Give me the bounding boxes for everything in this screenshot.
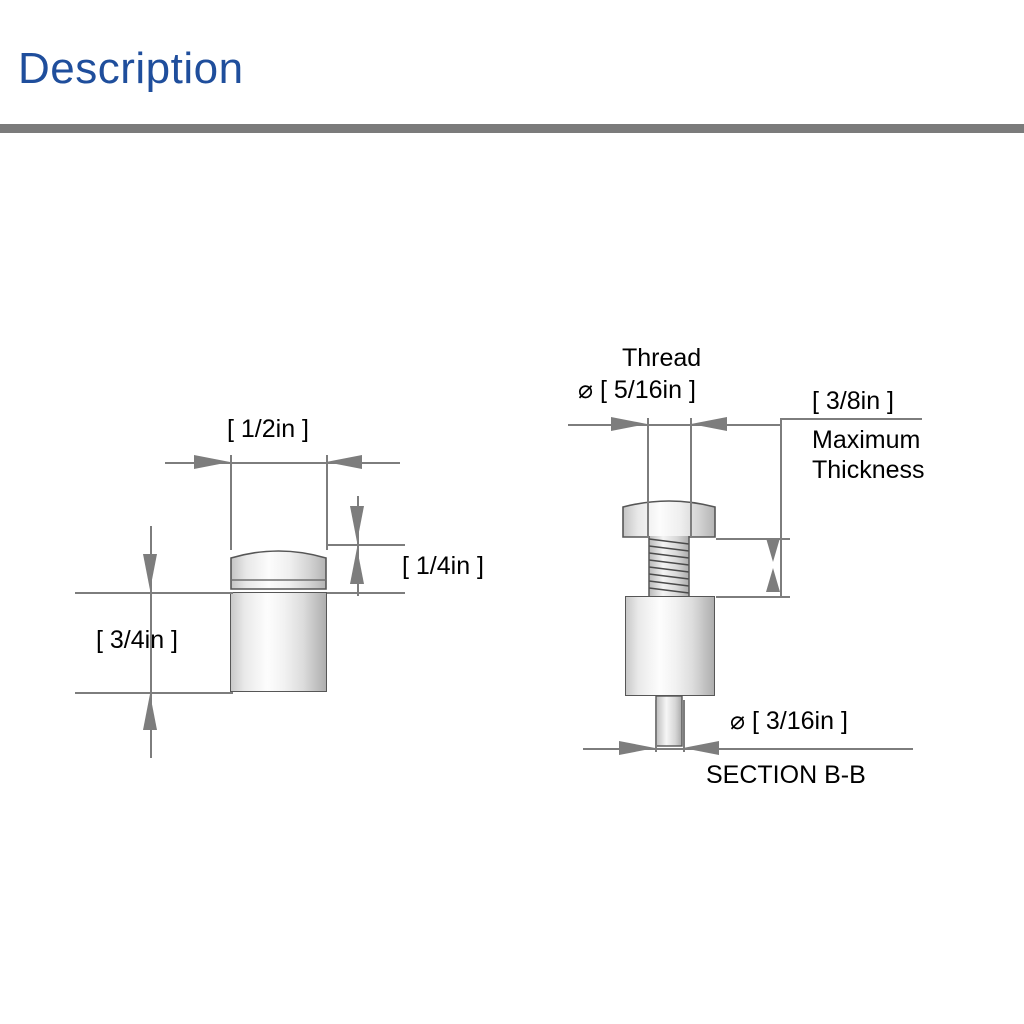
- pin-diameter-arrows: [575, 738, 825, 760]
- left-capheight-arrows: [347, 498, 369, 594]
- left-width-arrows: [160, 452, 410, 474]
- pin-diameter-label: ⌀ [ 3/16in ]: [730, 707, 848, 735]
- section-caption: SECTION B-B: [706, 761, 866, 789]
- left-view-cap: [230, 542, 327, 590]
- right-view-thread: [647, 536, 691, 598]
- left-bodyheight-label: [ 3/4in ]: [96, 626, 178, 654]
- max-thickness-line1-label: Maximum: [812, 426, 921, 454]
- right-view-cap-head: [622, 494, 716, 538]
- left-width-label: [ 1/2in ]: [227, 415, 309, 443]
- page-title: Description: [18, 44, 244, 93]
- max-thickness-arrows: [762, 532, 784, 604]
- max-thickness-line2-label: Thickness: [812, 456, 925, 484]
- right-view-barrel: [625, 596, 715, 696]
- thread-label: Thread: [622, 344, 702, 372]
- left-view-body: [230, 592, 327, 692]
- thread-diameter-label: ⌀ [ 5/16in ]: [578, 376, 696, 404]
- max-thickness-value-label: [ 3/8in ]: [812, 387, 894, 415]
- left-capheight-label: [ 1/4in ]: [402, 552, 484, 580]
- thread-dim-arrows: [560, 414, 800, 436]
- max-thickness-leader: [780, 418, 922, 420]
- title-divider: [0, 124, 1024, 133]
